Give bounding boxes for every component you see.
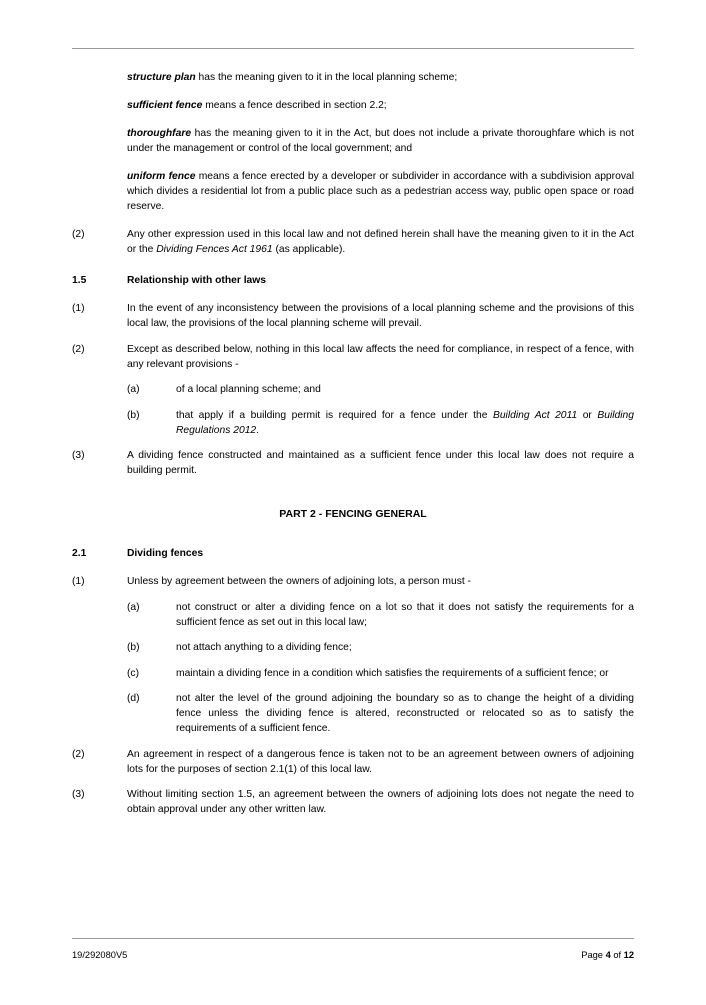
subclause-text-mid: or: [577, 409, 598, 421]
subclause-marker: (b): [127, 642, 140, 653]
clause-body: A dividing fence constructed and maintained as a sufficient fence under this local law does not require a building permit.: [127, 450, 634, 476]
definition-thoroughfare: [127, 126, 634, 156]
definition-term: structure plan: [127, 72, 196, 83]
clause-marker: (3): [72, 789, 85, 800]
subclause-text-before: that apply if a building permit is required for a fence under the: [176, 409, 493, 421]
section-title: Dividing fences: [127, 548, 204, 559]
definition-structure-plan: [127, 70, 634, 85]
subclause-body: [176, 408, 634, 438]
definition-uniform-fence: [127, 169, 634, 214]
definition-term: sufficient fence: [127, 100, 203, 111]
subclause-marker: (a): [127, 384, 140, 395]
footer-page-number: [581, 948, 634, 962]
section-heading-1-5: [72, 273, 634, 288]
subclause-body: not attach anything to a dividing fence;: [176, 642, 352, 653]
subclause-marker: (c): [127, 667, 140, 679]
clause-2-1-1-b: [127, 640, 634, 655]
subclause-text-after: .: [256, 424, 260, 436]
clause-body: [127, 227, 634, 257]
clause-text-before: Any other expression used in this local law and not defined herein shall have the meaning given to it in the Act or the: [127, 229, 634, 255]
section-number: 1.5: [72, 275, 87, 286]
definition-text: has the meaning given to it in the Act, but does not include a private thoroughfare which is not under the management or control of the local government; and: [127, 128, 634, 154]
definition-sufficient-fence: [127, 98, 634, 113]
clause-marker: (2): [72, 229, 85, 240]
part-title: PART 2 - FENCING GENERAL: [279, 508, 427, 520]
subclause-marker: (a): [127, 601, 140, 613]
definition-text: means a fence described in section 2.2;: [202, 100, 387, 111]
clause-body: Without limiting section 1.5, an agreement between the owners of adjoining lots does not negate the need to obtain approval under any other written law.: [127, 789, 634, 815]
clause-marker: (1): [72, 303, 85, 314]
clause-1-5-1: [72, 301, 634, 331]
clause-text-after: (as applicable).: [272, 244, 346, 255]
header-divider: [72, 48, 634, 49]
subclause-citation-2: Building Regulations 2012: [176, 409, 634, 436]
section-number: 2.1: [72, 548, 87, 559]
clause-marker: (1): [72, 576, 85, 587]
section-heading-2-1: [72, 546, 634, 561]
clause-2-1-2: [72, 747, 634, 777]
subclause-body: not construct or alter a dividing fence on a lot so that it does not satisfy the requirements for a sufficient fence as set out in this local law;: [176, 601, 634, 628]
subclause-body: of a local planning scheme; and: [176, 384, 321, 395]
clause-body: Unless by agreement between the owners of adjoining lots, a person must -: [127, 576, 471, 587]
clause-1-5-2: [72, 342, 634, 372]
section-title: Relationship with other laws: [127, 275, 267, 286]
definition-term: thoroughfare: [127, 128, 192, 139]
clause-2-1-1: [72, 574, 634, 589]
footer-divider: [72, 938, 634, 939]
page-footer: [72, 948, 634, 962]
footer-total-pages: 12: [623, 950, 634, 960]
clause-body: An agreement in respect of a dangerous fence is taken not to be an agreement between owners of adjoining lots for the purposes of section 2.1(1) of this local law.: [127, 748, 634, 775]
clause-2-1-3: [72, 787, 634, 817]
clause-2-1-1-a: [127, 600, 634, 630]
document-content: [72, 70, 634, 828]
clause-1-5-2-b: [127, 408, 634, 438]
clause-marker: (2): [72, 343, 85, 355]
subclause-marker: (b): [127, 409, 140, 421]
footer-page-mid: of: [610, 950, 624, 960]
subclause-citation-1: Building Act 2011: [492, 409, 578, 421]
clause-2-1-1-c: [127, 666, 634, 681]
footer-current-page: 4: [605, 950, 611, 960]
clause-body: In the event of any inconsistency between the provisions of a local planning scheme and the provisions of this local law, the provisions of the local planning scheme will prevail.: [127, 303, 634, 329]
subclause-body: not alter the level of the ground adjoining the boundary so as to change the height of a dividing fence unless the dividing fence is altered, reconstructed or relocated so as to satisfy the requirements of a sufficient fence.: [176, 693, 634, 734]
definition-term: uniform fence: [127, 171, 196, 182]
subclause-body: maintain a dividing fence in a condition which satisfies the requirements of a sufficient fence; or: [176, 667, 609, 679]
footer-page-prefix: Page: [581, 950, 606, 960]
clause-2-1-1-d: [127, 691, 634, 736]
clause-1-5-2-a: [127, 382, 634, 397]
clause-body: Except as described below, nothing in this local law affects the need for compliance, in respect of a fence, with any relevant provisions -: [127, 343, 634, 370]
clause-marker: (3): [72, 450, 85, 461]
clause-1-5-3: [72, 448, 634, 478]
clause-marker: (2): [72, 748, 85, 760]
definition-text: means a fence erected by a developer or subdivider in accordance with a subdivision approval which divides a residential lot from a public place such as a pedestrian access way, public open space or road reserve.: [127, 171, 634, 212]
clause-1-4-2: [72, 227, 634, 257]
clause-citation: Dividing Fences Act 1961: [156, 244, 273, 255]
subclause-marker: (d): [127, 693, 140, 704]
definition-text: has the meaning given to it in the local planning scheme;: [195, 72, 458, 83]
footer-document-id: 19/292080V5: [72, 950, 128, 960]
